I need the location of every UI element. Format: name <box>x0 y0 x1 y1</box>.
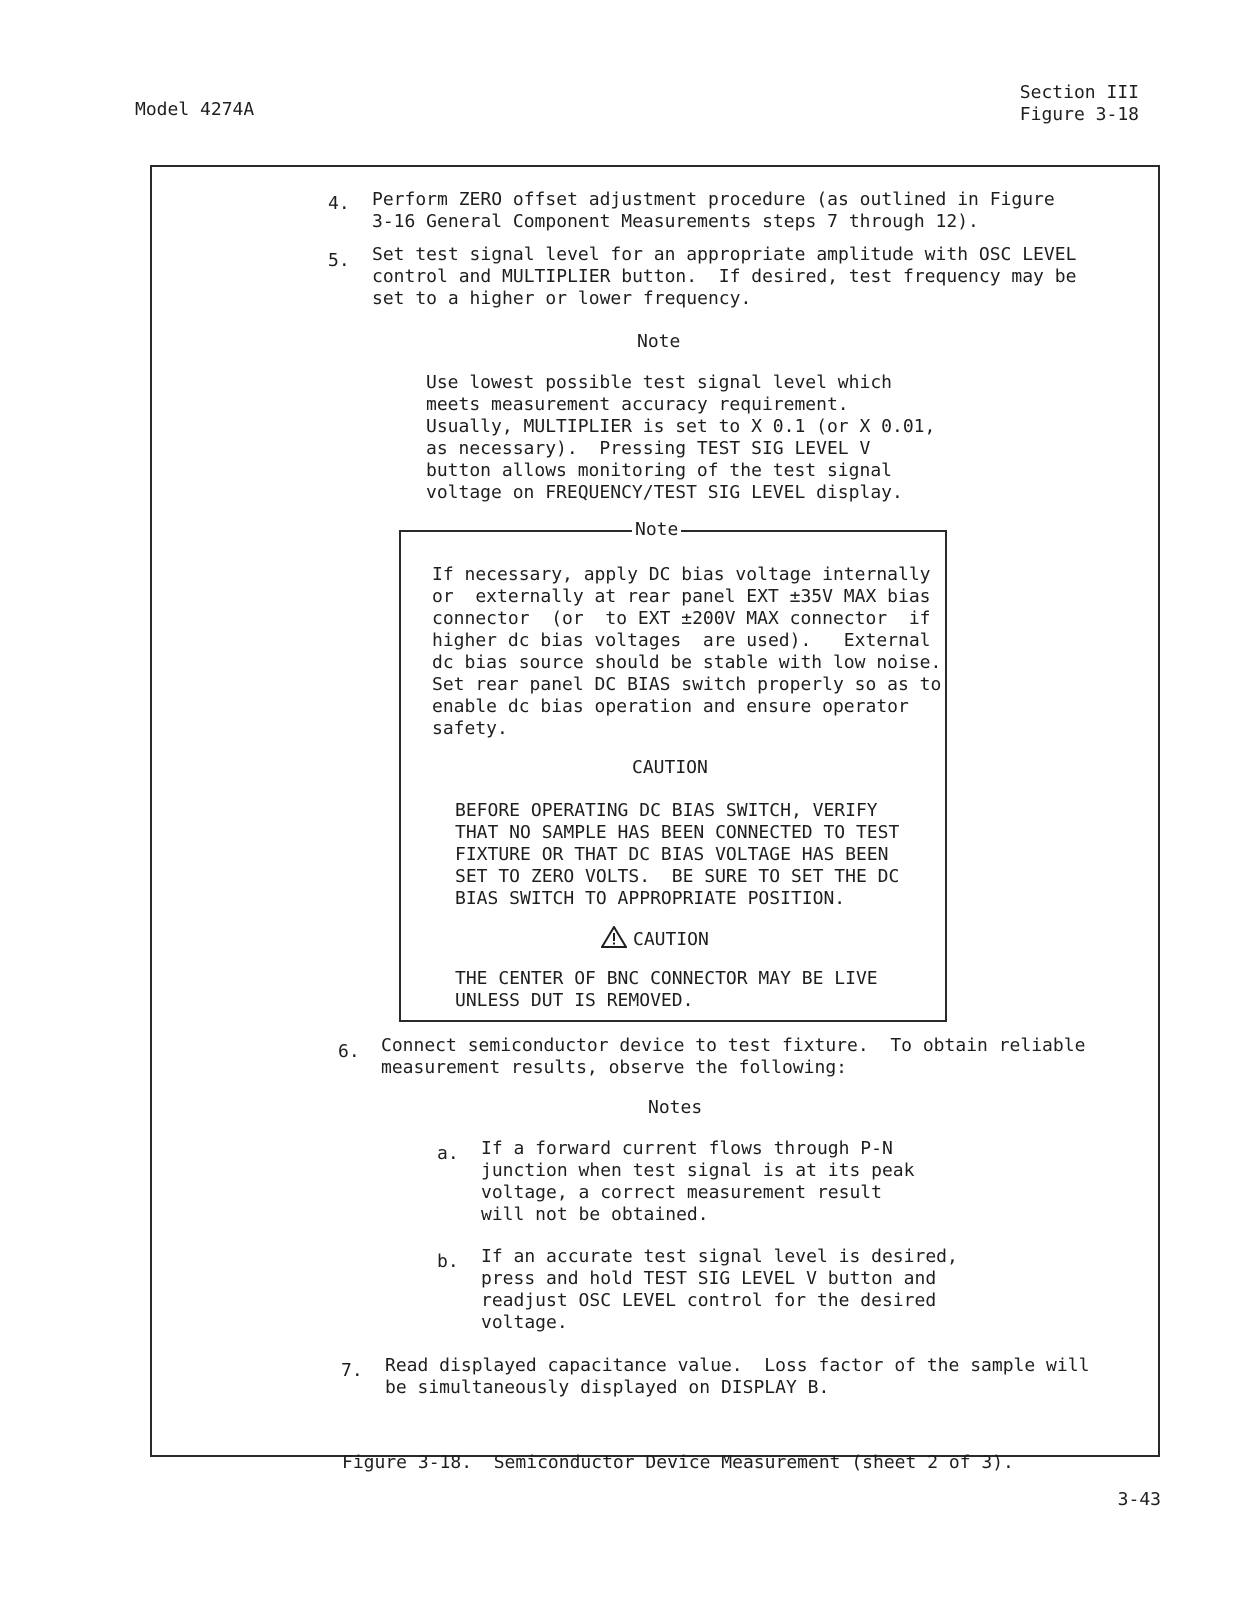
step-5-text <box>372 244 1076 310</box>
caution-2-line: UNLESS DUT IS REMOVED. <box>455 990 694 1011</box>
step-5-line: set to a higher or lower frequency. <box>372 288 752 309</box>
note-box-line: or externally at rear panel EXT ±35V MAX bias <box>432 586 931 607</box>
step-4-line: Perform ZERO offset adjustment procedure (as outlined in Figure <box>372 189 1055 210</box>
note-a-line: voltage, a correct measurement result <box>481 1182 882 1203</box>
caution-2-title: CAUTION <box>633 929 709 950</box>
note-1-line: voltage on FREQUENCY/TEST SIG LEVEL display. <box>426 482 903 503</box>
header-model: Model 4274A <box>135 99 255 120</box>
note-1-body <box>426 372 935 504</box>
warning-triangle-icon <box>601 926 627 948</box>
note-b-line: readjust OSC LEVEL control for the desired <box>481 1290 937 1311</box>
step-7-line: be simultaneously displayed on DISPLAY B. <box>385 1377 830 1398</box>
note-b-line: voltage. <box>481 1312 568 1333</box>
caution-2-heading <box>601 926 709 950</box>
header-section: Section III <box>1019 82 1139 103</box>
note-a-line: If a forward current flows through P-N <box>481 1138 893 1159</box>
caution-1-title: CAUTION <box>632 757 708 778</box>
caution-1-line: FIXTURE OR THAT DC BIAS VOLTAGE HAS BEEN <box>455 844 889 865</box>
note-a-line: junction when test signal is at its peak <box>481 1160 915 1181</box>
note-box-line: safety. <box>432 718 508 739</box>
note-box-line: If necessary, apply DC bias voltage internally <box>432 564 931 585</box>
note-b-line: If an accurate test signal level is desired, <box>481 1246 958 1267</box>
note-1-title: Note <box>637 331 681 352</box>
note-1-line: as necessary). Pressing TEST SIG LEVEL V <box>426 438 871 459</box>
caution-1-line: BIAS SWITCH TO APPROPRIATE POSITION. <box>455 888 846 909</box>
step-6-text <box>381 1035 1085 1079</box>
note-box-line: connector (or to EXT ±200V MAX connector if <box>432 608 931 629</box>
note-b-letter: b. <box>437 1251 459 1272</box>
step-5-number: 5. <box>328 250 350 271</box>
caution-1-body <box>455 800 899 910</box>
note-1-line: Use lowest possible test signal level which <box>426 372 892 393</box>
note-box-body <box>432 564 941 740</box>
note-box-line: higher dc bias voltages are used). External <box>432 630 931 651</box>
step-5-line: control and MULTIPLIER button. If desired, test frequency may be <box>372 266 1077 287</box>
page-number: 3-43 <box>1117 1489 1161 1510</box>
step-4-number: 4. <box>328 193 350 214</box>
step-4-text <box>372 189 1055 233</box>
note-1-line: Usually, MULTIPLIER is set to X 0.1 (or X 0.01, <box>426 416 936 437</box>
step-7-number: 7. <box>341 1360 363 1381</box>
step-7-text <box>385 1355 1089 1399</box>
notes-title: Notes <box>648 1097 703 1118</box>
note-a-text <box>481 1138 914 1226</box>
note-box-line: Set rear panel DC BIAS switch properly so as to <box>432 674 942 695</box>
caution-1-line: BEFORE OPERATING DC BIAS SWITCH, VERIFY <box>455 800 878 821</box>
figure-caption: Figure 3-18. Semiconductor Device Measurement (sheet 2 of 3). <box>342 1452 1014 1473</box>
step-7-line: Read displayed capacitance value. Loss factor of the sample will <box>385 1355 1090 1376</box>
note-a-line: will not be obtained. <box>481 1204 709 1225</box>
step-5-line: Set test signal level for an appropriate amplitude with OSC LEVEL <box>372 244 1077 265</box>
header-figure: Figure 3-18 <box>1019 104 1139 125</box>
note-1-line: button allows monitoring of the test signal <box>426 460 892 481</box>
step-6-line: measurement results, observe the following: <box>381 1057 847 1078</box>
caution-1-line: THAT NO SAMPLE HAS BEEN CONNECTED TO TEST <box>455 822 900 843</box>
header-section-figure <box>1020 82 1139 126</box>
note-b-line: press and hold TEST SIG LEVEL V button and <box>481 1268 937 1289</box>
step-4-line: 3-16 General Component Measurements steps 7 through 12). <box>372 211 979 232</box>
note-box-line: enable dc bias operation and ensure operator <box>432 696 909 717</box>
caution-2-line: THE CENTER OF BNC CONNECTOR MAY BE LIVE <box>455 968 878 989</box>
note-1-line: meets measurement accuracy requirement. <box>426 394 849 415</box>
caution-1-line: SET TO ZERO VOLTS. BE SURE TO SET THE DC <box>455 866 900 887</box>
note-b-text <box>481 1246 958 1334</box>
note-box-title: Note <box>632 519 681 540</box>
step-6-number: 6. <box>338 1041 360 1062</box>
note-box-line: dc bias source should be stable with low noise. <box>432 652 942 673</box>
note-a-letter: a. <box>437 1143 459 1164</box>
caution-2-body <box>455 968 878 1012</box>
step-6-line: Connect semiconductor device to test fixture. To obtain reliable <box>381 1035 1086 1056</box>
